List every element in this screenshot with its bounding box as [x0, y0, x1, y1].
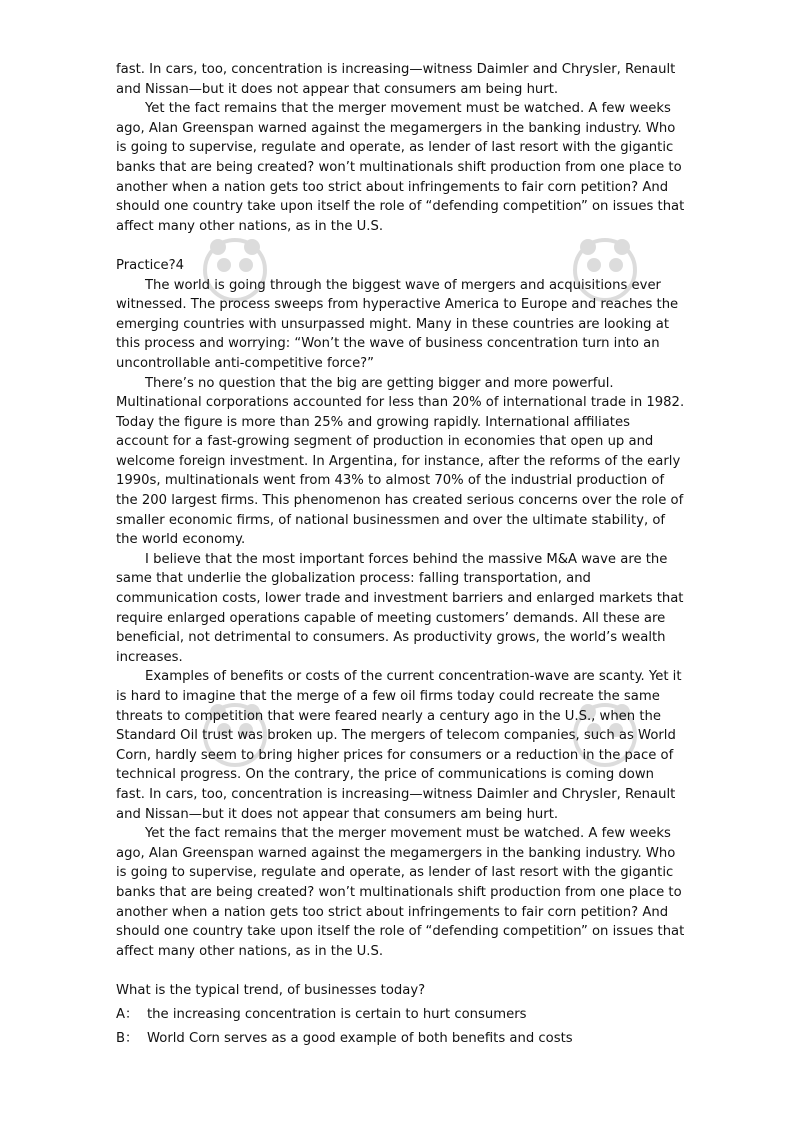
document-body	[116, 60, 686, 1048]
paragraph: Examples of benefits or costs of the current concentration-wave are scanty. Yet it is hard to imagine that the merge of a few oil firms today could recreate the same threats to competition that were feared nearly a century ago in the U.S., when the Standard Oil trust was broken up. The mergers of telecom companies, such as World Corn, hardly seem to bring higher prices for consumers or a reduction in the pace of technical progress. On the contrary, the price of communications is coming down fast. In cars, too, concentration is increasing—witness Daimler and Chrysler, Renault and Nissan—but it does not appear that consumers am being hurt.	[116, 669, 682, 822]
paragraph: fast. In cars, too, concentration is increasing—witness Daimler and Chrysler, Renault and Nissan—but it does not appear that consumers am being hurt.	[116, 62, 676, 97]
answer-option-a[interactable]	[116, 1005, 686, 1025]
option-text: World Corn serves as a good example of both benefits and costs	[147, 1030, 573, 1046]
paragraph: There’s no question that the big are getting bigger and more powerful. Multinational corporations accounted for less than 20% of international trade in 1982. Today the figure is more than 25% and growing rapidly. International affiliates account for a fast-growing segment of production in economies that open up and welcome foreign investment. In Argentina, for instance, after the reforms of the early 1990s, multinationals went from 43% to almost 70% of the industrial production of the 200 largest firms. This phenomenon has created serious concerns over the role of smaller economic firms, of national businessmen and over the ultimate stability, of the world economy.	[116, 375, 685, 548]
paragraph: Yet the fact remains that the merger movement must be watched. A few weeks ago, Alan Greenspan warned against the megamergers in the banking industry. Who is going to supervise, regulate and operate, as lender of last resort with the gigantic banks that are being created? won’t multinationals shift production from one place to another when a nation gets too strict about infringements to fair corn petition? And should one country take upon itself the role of “defending competition” on issues that affect many other nations, as in the U.S.	[116, 826, 685, 959]
paragraph: The world is going through the biggest wave of mergers and acquisitions ever witnessed. The process sweeps from hyperactive America to Europe and reaches the emerging countries with unsurpassed might. Many in these countries are looking at this process and worrying: “Won’t the wave of business concentration turn into an uncontrollable anti-competitive force?”	[116, 277, 679, 371]
paragraph: Yet the fact remains that the merger movement must be watched. A few weeks ago, Alan Greenspan warned against the megamergers in the banking industry. Who is going to supervise, regulate and operate, as lender of last resort with the gigantic banks that are being created? won’t multinationals shift production from one place to another when a nation gets too strict about infringements to fair corn petition? And should one country take upon itself the role of “defending competition” on issues that affect many other nations, as in the U.S.	[116, 101, 685, 234]
question-text: What is the typical trend, of businesses today?	[116, 982, 426, 998]
section-heading: Practice?4	[116, 257, 185, 273]
option-letter: A：	[116, 1006, 139, 1022]
option-letter: B：	[116, 1030, 139, 1046]
answer-option-b[interactable]	[116, 1029, 686, 1049]
option-text: the increasing concentration is certain to hurt consumers	[147, 1006, 527, 1022]
paragraph: I believe that the most important forces behind the massive M&A wave are the same that underlie the globalization process: falling transportation, and communication costs, lower trade and investment barriers and enlarged markets that require enlarged operations capable of meeting customers’ demands. All these are beneficial, not detrimental to consumers. As productivity grows, the world’s wealth increases.	[116, 551, 684, 665]
